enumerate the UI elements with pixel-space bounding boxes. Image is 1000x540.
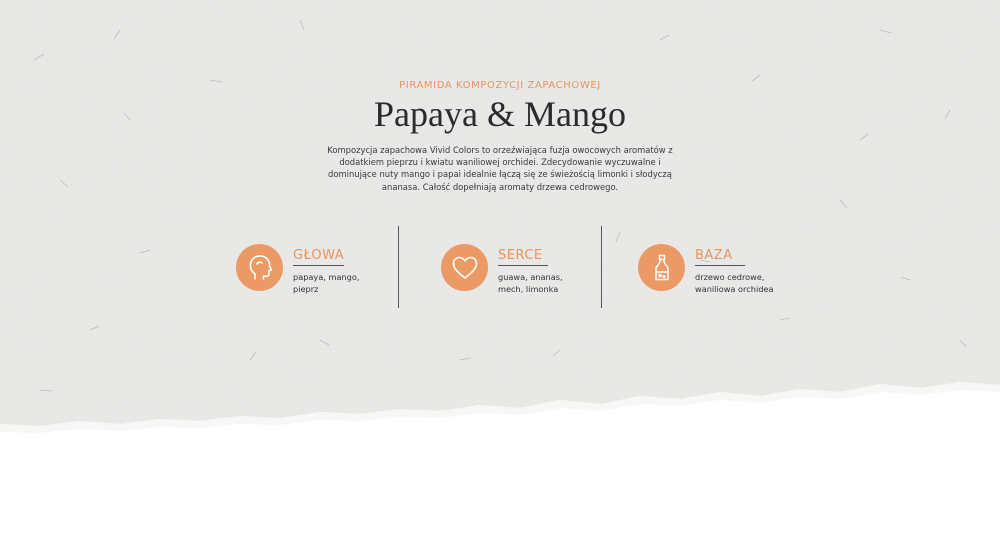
page-title: Papaya & Mango	[374, 94, 626, 134]
heart-icon	[441, 244, 488, 291]
note-base	[638, 244, 785, 295]
note-heart-title: SERCE	[498, 248, 548, 266]
divider	[601, 226, 602, 308]
note-head	[236, 244, 383, 295]
note-base-title: BAZA	[695, 248, 745, 266]
divider	[398, 226, 399, 308]
section-description: Kompozycja zapachowa Vivid Colors to orzeźwiająca fuzja owocowych aromatów z dodatkiem pieprzu i kwiatu waniliowej orchidei. Zdecydowanie wyczuwalne i dominujące nuty mango i papai idealnie łączą się ze świeżością limonki i słodyczą ananasa. Całość dopełniają aromaty drzewa cedrowego.	[327, 145, 673, 192]
section-eyebrow: PIRAMIDA KOMPOZYCJI ZAPACHOWEJ	[399, 80, 601, 91]
note-head-description: papaya, mango, pieprz	[293, 272, 360, 294]
note-base-description: drzewo cedrowe, waniliowa orchidea	[695, 272, 774, 294]
note-heart-description: guawa, ananas, mech, limonka	[498, 272, 563, 294]
perfume-bottle-icon	[638, 244, 685, 291]
head-icon	[236, 244, 283, 291]
note-heart	[441, 244, 588, 295]
note-head-title: GŁOWA	[293, 248, 344, 266]
